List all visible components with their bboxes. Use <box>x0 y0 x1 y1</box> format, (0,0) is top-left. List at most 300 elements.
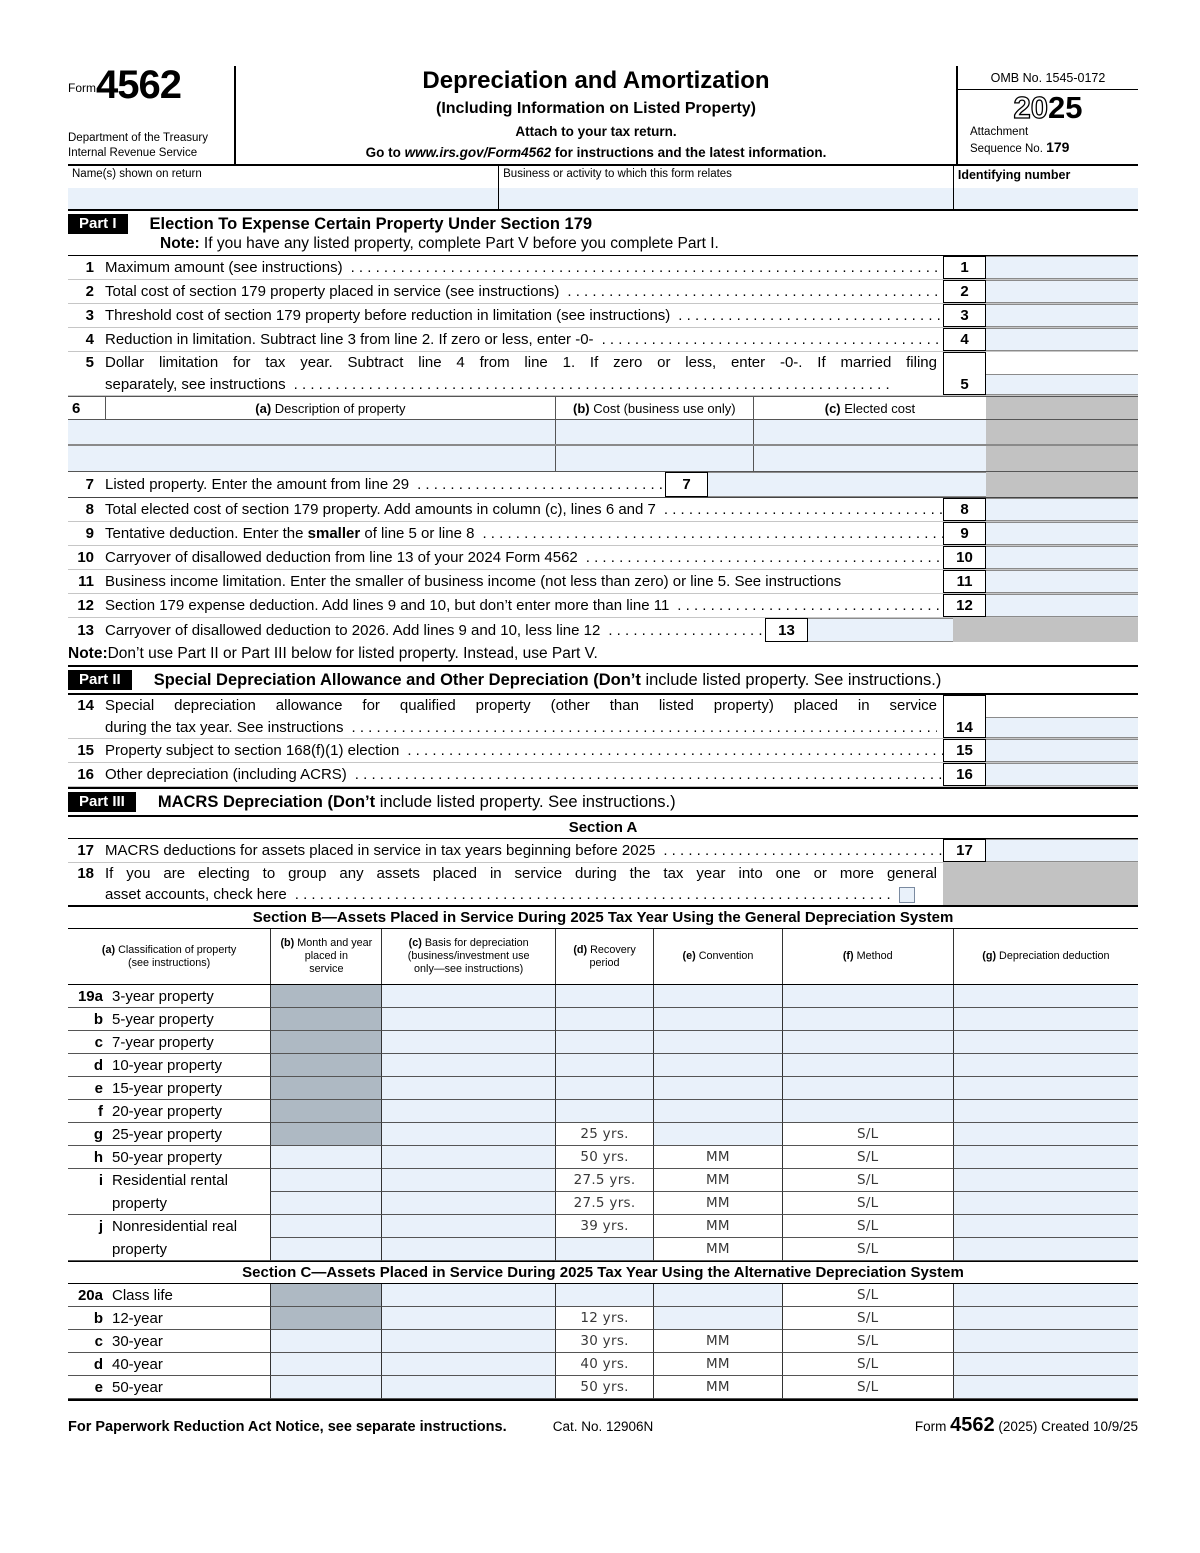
line-16-entry[interactable] <box>986 763 1138 786</box>
line-13-text: Carryover of disallowed deduction to 2026. Add lines 9 and 10, less line 12 <box>105 621 601 639</box>
col-header-line: (e) Convention <box>682 950 754 963</box>
line-16-row <box>68 763 1138 787</box>
row-letter: b <box>93 1010 103 1028</box>
dot-leader <box>474 525 943 542</box>
cell-j-basis[interactable] <box>381 1238 554 1261</box>
cost-entry[interactable] <box>555 420 753 444</box>
cell-d-deduction[interactable] <box>953 1353 1138 1376</box>
line-13-row <box>68 618 1138 642</box>
dot-leader <box>559 283 943 300</box>
cell-h-classification <box>68 1146 270 1169</box>
form-number-block <box>68 63 236 164</box>
line-number: 14 <box>77 697 94 714</box>
cell-h-basis[interactable] <box>381 1146 554 1169</box>
cell-f-convention[interactable] <box>653 1100 781 1123</box>
year-outline: 20 <box>1013 90 1048 125</box>
line-10-entry[interactable] <box>986 546 1138 569</box>
cell-20a-basis[interactable] <box>381 1284 554 1307</box>
classification-label: Class life <box>112 1286 173 1304</box>
dot-leader <box>670 307 943 324</box>
form-word: Form <box>68 81 96 95</box>
cell-j-recovery-period <box>555 1215 653 1238</box>
cell-20a-recovery-period[interactable] <box>555 1284 653 1307</box>
line-18-blocked <box>943 863 1138 905</box>
agency-line-2: Internal Revenue Service <box>68 146 198 159</box>
line-18-text-2: asset accounts, check here <box>105 886 287 903</box>
line-14-text-2-row <box>105 719 937 736</box>
cell-j-method <box>782 1238 953 1261</box>
classification-label: property <box>112 1194 168 1212</box>
line-12-text: Section 179 expense deduction. Add lines 9 and 10, but don’t enter more than line 11 <box>105 597 670 614</box>
omb-block <box>956 66 1138 164</box>
cell-h-convention <box>653 1146 781 1169</box>
classification-label: 25-year property <box>112 1125 223 1143</box>
part3-dont: (Don’t <box>327 792 376 811</box>
preprinted-value: MM <box>705 1356 730 1372</box>
cell-20a-deduction[interactable] <box>953 1284 1138 1307</box>
blocked-area <box>986 446 1138 471</box>
cell-19a-month-year <box>270 985 381 1008</box>
row-letter: d <box>93 1355 103 1373</box>
line-number: 6 <box>68 397 106 419</box>
line-4-box: 4 <box>943 328 986 351</box>
identifying-number-input[interactable] <box>954 188 1138 209</box>
line-9-entry[interactable] <box>986 522 1138 545</box>
line-number: 13 <box>77 621 94 639</box>
part2-title <box>154 671 942 690</box>
cell-f-basis[interactable] <box>381 1100 554 1123</box>
line-9-row <box>68 522 1138 546</box>
line-2-entry[interactable] <box>986 280 1138 303</box>
cell-i-method <box>782 1192 953 1215</box>
part3-title-rest: include listed property. See instructions.) <box>375 792 676 811</box>
line-17-entry[interactable] <box>986 839 1138 862</box>
part2-lines-15-16 <box>68 739 1138 787</box>
col-header-f <box>782 929 953 984</box>
col-header-line: (d) Recovery <box>573 943 636 956</box>
line-number: 12 <box>77 597 94 614</box>
col-c-tag: (c) <box>824 400 841 416</box>
row-c <box>68 1330 1138 1353</box>
cell-d-deduction[interactable] <box>953 1054 1138 1077</box>
col-header-a <box>68 929 270 984</box>
line-5-entry[interactable] <box>986 374 1138 395</box>
col-header-line: (a) Classification of property <box>101 943 237 956</box>
line-11-entry[interactable] <box>986 570 1138 593</box>
catalog-number: Cat. No. 12906N <box>552 1419 654 1434</box>
preprinted-value: S/L <box>856 1356 879 1372</box>
cell-b-deduction[interactable] <box>953 1307 1138 1330</box>
cell-19a-recovery-period[interactable] <box>555 985 653 1008</box>
line-number: 18 <box>77 865 94 882</box>
line-3-box: 3 <box>943 304 986 327</box>
row-19a <box>68 985 1138 1008</box>
cell-c-month-year[interactable] <box>270 1330 381 1353</box>
cell-i-classification <box>68 1169 270 1192</box>
line-1-entry[interactable] <box>986 256 1138 279</box>
attachment-label: Attachment <box>970 125 1029 138</box>
line-number: 3 <box>85 307 94 324</box>
cell-d-recovery-period <box>555 1353 653 1376</box>
cell-i-month-year[interactable] <box>270 1169 381 1192</box>
cell-e-deduction[interactable] <box>953 1376 1138 1399</box>
line-6-entry-row-1 <box>68 420 1138 446</box>
cell-f-deduction[interactable] <box>953 1100 1138 1123</box>
cell-j-convention <box>653 1238 781 1261</box>
line-number: 4 <box>85 331 94 348</box>
cell-b-classification <box>68 1307 270 1330</box>
line-7-text: Listed property. Enter the amount from line 29 <box>105 476 410 493</box>
line-number: 17 <box>77 842 94 859</box>
cell-e-recovery-period[interactable] <box>555 1077 653 1100</box>
classification-label: 50-year property <box>112 1148 223 1166</box>
cell-c-deduction[interactable] <box>953 1330 1138 1353</box>
cell-f-classification <box>68 1100 270 1123</box>
cell-f-method[interactable] <box>782 1100 953 1123</box>
line-17-text: MACRS deductions for assets placed in service in tax years beginning before 2025 <box>105 842 656 859</box>
line-17-box: 17 <box>943 839 986 862</box>
section-c-caption: Section C—Assets Placed in Service During 2025 Tax Year Using the Alternative Depreciation System <box>68 1262 1138 1284</box>
part1-title: Election To Expense Certain Property Under Section 179 <box>149 214 593 233</box>
cell-g-method <box>782 1123 953 1146</box>
dot-leader <box>656 501 943 518</box>
form-number-line <box>68 63 228 107</box>
cell-h-method <box>782 1146 953 1169</box>
line-number: 5 <box>85 354 94 371</box>
irs-url: www.irs.gov/Form4562 <box>404 144 552 160</box>
line-18-checkbox[interactable] <box>899 887 915 903</box>
row-letter: c <box>94 1033 103 1051</box>
cell-i-convention <box>653 1192 781 1215</box>
cell-g-month-year <box>270 1123 381 1146</box>
cell-j-deduction[interactable] <box>953 1238 1138 1261</box>
cell-e-convention <box>653 1376 781 1399</box>
cell-b-convention[interactable] <box>653 1008 781 1031</box>
preprinted-value: 25 yrs. <box>580 1126 629 1142</box>
cell-c-convention <box>653 1330 781 1353</box>
dot-leader <box>578 549 943 566</box>
cell-b-month-year <box>270 1008 381 1031</box>
cell-g-convention[interactable] <box>653 1123 781 1146</box>
blocked-area <box>986 397 1138 419</box>
name-input[interactable] <box>68 188 498 209</box>
name-label: Name(s) shown on return <box>72 168 202 180</box>
cell-b-convention[interactable] <box>653 1307 781 1330</box>
cell-d-method[interactable] <box>782 1054 953 1077</box>
line-4-entry[interactable] <box>986 328 1138 351</box>
col-header-line: (see instructions) <box>128 956 211 969</box>
cell-i-basis[interactable] <box>381 1169 554 1192</box>
col-header-line: (c) Basis for depreciation <box>408 937 529 950</box>
cell-19a-deduction[interactable] <box>953 985 1138 1008</box>
paperwork-notice: For Paperwork Reduction Act Notice, see separate instructions. <box>68 1419 507 1435</box>
description-entry[interactable] <box>68 446 555 471</box>
cell-j-deduction[interactable] <box>953 1215 1138 1238</box>
line-12-entry[interactable] <box>986 594 1138 617</box>
cell-g-recovery-period <box>555 1123 653 1146</box>
cell-e-classification <box>68 1376 270 1399</box>
col-a-tag: (a) <box>255 400 272 416</box>
classification-label: property <box>112 1240 168 1258</box>
blocked-area <box>986 472 1138 497</box>
section-c-table <box>68 1284 1138 1401</box>
line-number: 2 <box>85 283 94 300</box>
line-7-box: 7 <box>665 472 708 497</box>
classification-label: 50-year <box>112 1378 163 1396</box>
classification-label: Nonresidential real <box>112 1217 238 1235</box>
blocked-area <box>943 863 1138 905</box>
line-1-box: 1 <box>943 256 986 279</box>
cell-d-basis[interactable] <box>381 1353 554 1376</box>
page-footer <box>68 1414 1138 1437</box>
cell-b-basis[interactable] <box>381 1307 554 1330</box>
line-3-entry[interactable] <box>986 304 1138 327</box>
identity-row <box>68 164 1138 209</box>
part1-footnote <box>68 642 1138 665</box>
preprinted-value: 27.5 yrs. <box>573 1172 636 1188</box>
cell-f-recovery-period[interactable] <box>555 1100 653 1123</box>
preprinted-value: S/L <box>856 1126 879 1142</box>
cell-e-basis[interactable] <box>381 1077 554 1100</box>
row-letter: i <box>98 1171 103 1189</box>
business-cell <box>498 166 953 209</box>
cell-c-recovery-period[interactable] <box>555 1031 653 1054</box>
cell-c-method[interactable] <box>782 1031 953 1054</box>
line-9-box: 9 <box>943 522 986 545</box>
line-11-row <box>68 570 1138 594</box>
cell-19a-method[interactable] <box>782 985 953 1008</box>
sequence-number: 179 <box>1046 139 1070 156</box>
cell-h-recovery-period <box>555 1146 653 1169</box>
cost-entry[interactable] <box>555 446 753 471</box>
line-10-text: Carryover of disallowed deduction from line 13 of your 2024 Form 4562 <box>105 549 578 566</box>
note-label: Note: <box>160 235 200 252</box>
cell-f-month-year <box>270 1100 381 1123</box>
dot-leader <box>399 742 943 759</box>
line-3-text: Threshold cost of section 179 property before reduction in limitation (see instructions) <box>105 307 671 324</box>
section-a-caption: Section A <box>68 817 1138 839</box>
line-15-entry[interactable] <box>986 739 1138 762</box>
cell-c-month-year <box>270 1031 381 1054</box>
col-header-line: (b) Month and year <box>280 937 373 950</box>
goto-instruction <box>244 145 948 160</box>
section-c-table-body <box>68 1284 1138 1399</box>
row-i-1 <box>68 1169 1138 1192</box>
name-cell <box>68 166 498 209</box>
row-j-2 <box>68 1238 1138 1261</box>
cell-b-basis[interactable] <box>381 1008 554 1031</box>
classification-label: 15-year property <box>112 1079 223 1097</box>
cell-j-basis[interactable] <box>381 1215 554 1238</box>
col-header-c <box>381 929 554 984</box>
cell-b-deduction[interactable] <box>953 1008 1138 1031</box>
dot-leader <box>409 476 665 493</box>
preprinted-value: MM <box>705 1379 730 1395</box>
col-header-line: only—see instructions) <box>414 962 524 975</box>
cell-i-basis[interactable] <box>381 1192 554 1215</box>
classification-label: 20-year property <box>112 1102 223 1120</box>
cell-e-month-year[interactable] <box>270 1376 381 1399</box>
cell-20a-classification <box>68 1284 270 1307</box>
dot-leader <box>287 886 893 903</box>
cell-20a-convention[interactable] <box>653 1284 781 1307</box>
section-b-table <box>68 929 1138 1262</box>
cell-19a-convention[interactable] <box>653 985 781 1008</box>
cell-i-method <box>782 1169 953 1192</box>
line-7-row <box>68 472 1138 498</box>
col-header-line: placed in <box>304 950 348 963</box>
dot-leader <box>343 719 937 736</box>
line-16-box: 16 <box>943 763 986 786</box>
col-header-line: (business/investment use <box>407 950 530 963</box>
line-14-row <box>68 695 1138 739</box>
line-8-text: Total elected cost of section 179 property. Add amounts in column (c), lines 6 and 7 <box>105 501 656 518</box>
row-e <box>68 1376 1138 1399</box>
row-d <box>68 1353 1138 1376</box>
preprinted-value: MM <box>705 1241 730 1257</box>
line-7-text-area <box>68 472 665 497</box>
dot-leader <box>343 259 943 276</box>
cell-c-basis[interactable] <box>381 1330 554 1353</box>
row-d <box>68 1054 1138 1077</box>
line-2-row <box>68 280 1138 304</box>
cell-e-recovery-period <box>555 1376 653 1399</box>
description-entry[interactable] <box>68 420 555 444</box>
col-header-b <box>270 929 381 984</box>
part3-badge: Part III <box>68 792 136 812</box>
cell-b-recovery-period[interactable] <box>555 1008 653 1031</box>
line-14-entry[interactable] <box>986 717 1138 738</box>
cell-e-convention[interactable] <box>653 1077 781 1100</box>
line-5-box: 5 <box>943 352 986 395</box>
cell-c-convention[interactable] <box>653 1031 781 1054</box>
classification-label: 30-year <box>112 1332 163 1350</box>
col-c-label: Elected cost <box>840 400 916 416</box>
cell-j-classification <box>68 1215 270 1238</box>
cell-b-month-year <box>270 1307 381 1330</box>
form-footer-id <box>653 1414 1138 1437</box>
cell-h-month-year[interactable] <box>270 1146 381 1169</box>
cell-d-month-year[interactable] <box>270 1353 381 1376</box>
line-14-entry-col <box>986 695 1138 738</box>
footer-form-word: Form <box>914 1419 951 1434</box>
note-text: If you have any listed property, complete Part V before you complete Part I. <box>199 235 719 252</box>
cell-j-month-year[interactable] <box>270 1215 381 1238</box>
row-c <box>68 1031 1138 1054</box>
preprinted-value: 12 yrs. <box>580 1310 629 1326</box>
row-e <box>68 1077 1138 1100</box>
cell-j-month-year[interactable] <box>270 1238 381 1261</box>
note-label: Note: <box>68 644 108 662</box>
elected-cost-entry[interactable] <box>753 420 986 444</box>
cell-d-basis[interactable] <box>381 1054 554 1077</box>
line-4-row <box>68 328 1138 352</box>
row-letter: e <box>94 1378 103 1396</box>
line-11-text: Business income limitation. Enter the smaller of business income (not less than zero) or line 5. See instructions <box>105 573 842 590</box>
part3-line-17 <box>68 839 1138 863</box>
goto-suffix: for instructions and the latest information. <box>551 144 827 160</box>
line-14-text <box>105 695 943 738</box>
elected-cost-entry[interactable] <box>753 446 986 471</box>
part1-lines-8-12 <box>68 498 1138 618</box>
cell-b-method[interactable] <box>782 1008 953 1031</box>
cell-g-deduction[interactable] <box>953 1123 1138 1146</box>
classification-label: 5-year property <box>112 1010 214 1028</box>
col-header-line: (g) Depreciation deduction <box>982 950 1110 963</box>
cell-e-basis[interactable] <box>381 1376 554 1399</box>
cell-e-method[interactable] <box>782 1077 953 1100</box>
line-5-entry-area <box>943 352 1138 395</box>
part2-title-bold: Special Depreciation Allowance and Other Depreciation <box>153 670 594 689</box>
dot-leader <box>655 842 943 859</box>
row-letter: 19a <box>77 987 103 1005</box>
form-title-block <box>236 66 956 164</box>
line-number: 11 <box>78 573 94 590</box>
line-15-box: 15 <box>943 739 986 762</box>
preprinted-value: MM <box>705 1172 730 1188</box>
col-header-g <box>953 929 1138 984</box>
line-5-text <box>105 352 943 395</box>
business-input[interactable] <box>499 188 953 209</box>
preprinted-value: 40 yrs. <box>580 1356 629 1372</box>
cell-g-basis[interactable] <box>381 1123 554 1146</box>
preprinted-value: S/L <box>856 1195 879 1211</box>
agency-line-1: Department of the Treasury <box>68 132 208 145</box>
cell-d-classification <box>68 1054 270 1077</box>
line-8-entry[interactable] <box>986 498 1138 521</box>
cell-h-deduction[interactable] <box>953 1146 1138 1169</box>
row-h <box>68 1146 1138 1169</box>
cell-c-basis[interactable] <box>381 1031 554 1054</box>
col-b-tag: (b) <box>573 400 590 416</box>
cell-c-deduction[interactable] <box>953 1031 1138 1054</box>
cell-e-month-year <box>270 1077 381 1100</box>
cell-i-month-year[interactable] <box>270 1192 381 1215</box>
line-number: 1 <box>85 259 94 276</box>
blocked-area <box>986 420 1138 444</box>
preprinted-value: 39 yrs. <box>580 1218 629 1234</box>
cell-19a-basis[interactable] <box>381 985 554 1008</box>
classification-label: 40-year <box>112 1355 163 1373</box>
cell-i-deduction[interactable] <box>953 1169 1138 1192</box>
tax-year <box>958 90 1138 125</box>
cell-e-deduction[interactable] <box>953 1077 1138 1100</box>
line-13-entry[interactable] <box>808 618 953 642</box>
preprinted-value: MM <box>705 1195 730 1211</box>
attach-instruction: Attach to your tax return. <box>515 124 677 140</box>
form-header <box>68 63 1138 164</box>
form-subtitle: (Including Information on Listed Property) <box>436 100 756 118</box>
cell-i-deduction[interactable] <box>953 1192 1138 1215</box>
row-letter: g <box>93 1125 103 1143</box>
preprinted-value: S/L <box>856 1241 879 1257</box>
col-a-header <box>106 397 555 419</box>
year-solid: 25 <box>1048 90 1083 125</box>
part1-badge: Part I <box>68 214 128 234</box>
cell-d-recovery-period[interactable] <box>555 1054 653 1077</box>
line-5-text-2-row <box>105 376 937 393</box>
preprinted-value: S/L <box>856 1172 879 1188</box>
section-b-caption: Section B—Assets Placed in Service During 2025 Tax Year Using the General Depreciation System <box>68 907 1138 929</box>
preprinted-value: S/L <box>856 1287 879 1303</box>
line-14-entry-area <box>943 695 1138 738</box>
cell-e-method <box>782 1376 953 1399</box>
cell-d-convention[interactable] <box>653 1054 781 1077</box>
row-20a <box>68 1284 1138 1307</box>
line-7-entry[interactable] <box>708 472 986 497</box>
cell-j-recovery-period[interactable] <box>555 1238 653 1261</box>
part1-bar <box>68 214 1138 234</box>
